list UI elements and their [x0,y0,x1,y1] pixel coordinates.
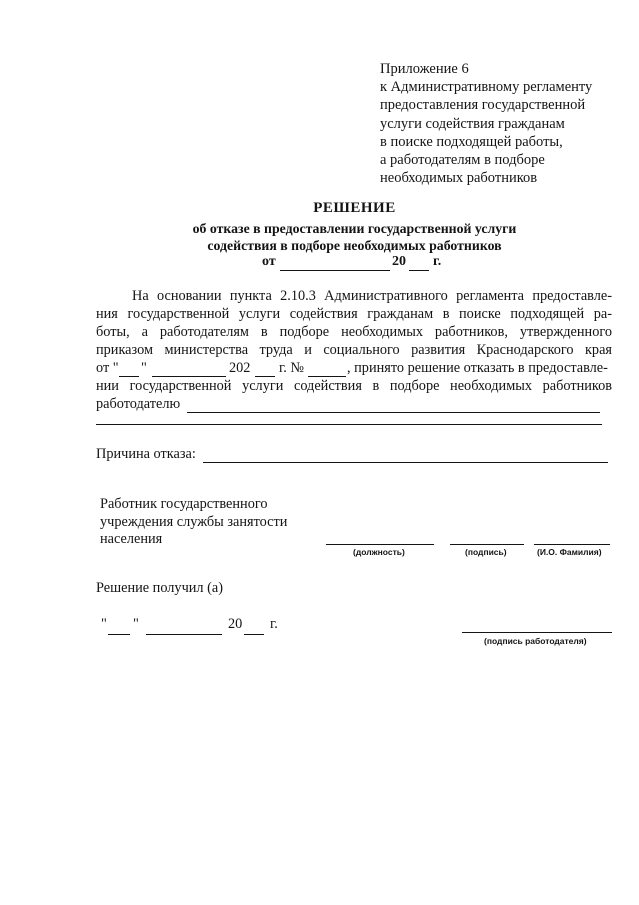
received-label: Решение получил (а) [96,580,223,596]
appendix-line: к Административному регламенту [380,79,593,96]
worker-line: учреждения службы занятости [100,513,288,530]
order-month-field[interactable] [152,376,226,377]
order-year-field[interactable] [255,376,275,377]
worker-block [100,496,287,549]
body-line-2: ния государственной услуги содействия гражданам в поиске подходящей ра- [96,306,612,322]
document-subtitle-line1: об отказе в предоставлении государственной услуги [192,221,517,236]
position-caption: (должность) [353,547,405,557]
body-line-1: На основании пункта 2.10.3 Административного регламента предоставле- [132,288,612,304]
worker-name-field[interactable] [534,544,610,545]
received-suffix: г. [270,616,278,632]
employer-signature-caption: (подпись работодателя) [484,636,587,646]
order-number-field[interactable] [308,376,346,377]
document-subtitle-line2: содействия в подборе необходимых работников [207,238,502,253]
date-field[interactable] [280,270,390,271]
body-line-5-number-label: г. № [279,360,305,376]
appendix-line: предоставления государственной [380,97,586,114]
body-line-7: работодателю [96,396,181,412]
worker-line: населения [100,531,163,547]
date-suffix: г. [433,254,442,269]
document-title: РЕШЕНИЕ [313,200,396,216]
appendix-line: Приложение 6 [380,61,469,77]
body-line-5-start: от " [96,360,119,376]
refusal-reason-label: Причина отказа: [96,446,196,462]
order-day-field[interactable] [119,376,139,377]
worker-signature-field[interactable] [450,544,524,545]
received-year-field[interactable] [244,634,264,635]
employer-field[interactable] [187,412,600,413]
appendix-line: необходимых работников [380,170,538,187]
name-caption: (И.О. Фамилия) [537,547,602,557]
received-quote-open: " [101,616,107,632]
signature-caption: (подпись) [465,547,507,557]
date-year: 20 [392,254,406,269]
worker-line: Работник государственного [100,496,268,512]
date-year-field[interactable] [409,270,429,271]
refusal-reason-field[interactable] [203,462,608,463]
appendix-line: в поиске подходящей работы, [380,133,563,150]
received-month-field[interactable] [146,634,222,635]
appendix-line: а работодателям в подборе [380,152,545,169]
body-line-3: боты, а работодателям в подборе необходимых работников, утвержденного [96,324,612,340]
date-prefix: от [262,254,276,269]
body-line-5-year: 202 [229,360,251,376]
employer-field-continuation[interactable] [96,424,602,425]
received-year: 20 [228,616,243,632]
appendix-line: услуги содействия гражданам [380,115,565,132]
body-line-5-end: , принято решение отказать в предоставле- [347,360,608,376]
appendix-header [380,60,592,187]
body-line-6: нии государственной услуги содействия в подборе необходимых работников [96,378,612,394]
employer-signature-field[interactable] [462,632,612,633]
worker-position-field[interactable] [326,544,434,545]
body-line-5-quote: " [141,360,147,376]
received-quote-close: " [133,616,139,632]
body-line-4: приказом министерства труда и социального развития Краснодарского края [96,342,612,358]
received-day-field[interactable] [108,634,130,635]
